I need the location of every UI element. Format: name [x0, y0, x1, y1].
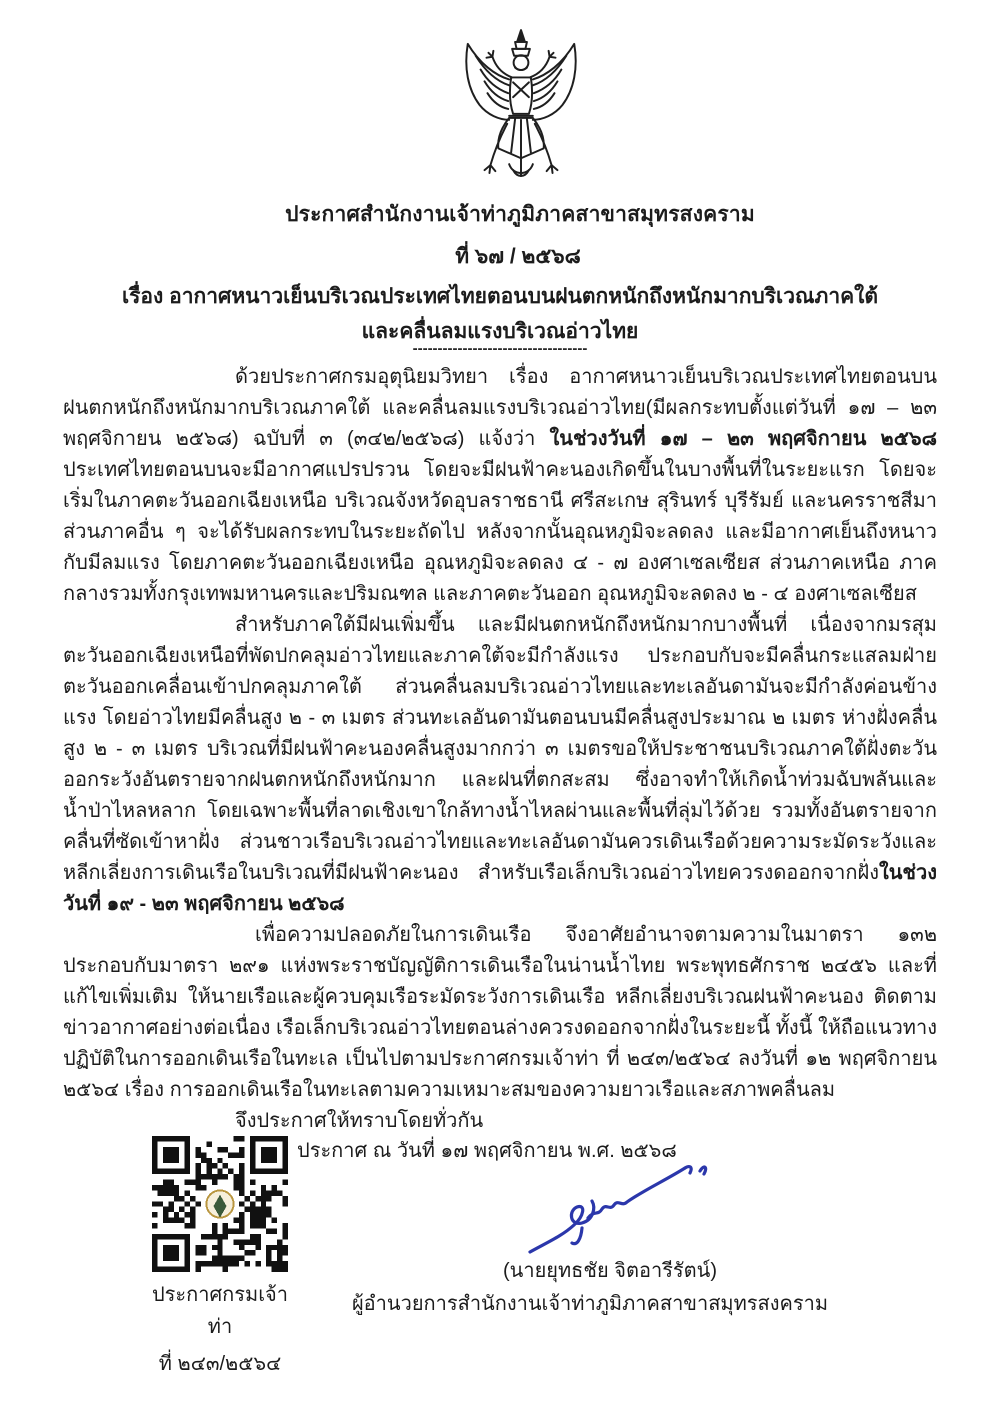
p1-run-1-bold: ในช่วงวันที่ ๑๗ – ๒๓ พฤศจิกายน ๒๕๖๘ — [549, 428, 937, 450]
subject-line-2: และคลื่นลมแรงบริเวณอ่าวไทย — [361, 320, 639, 343]
p1-run-0: ด้วยประกาศกรมอุตุนิยมวิทยา เรื่อง อากาศหนาวเย็นบริเวณประเทศไทยตอนบน ฝนตกหนักถึงหนักมากบริเวณภาคใต้ และคลื่นลมแรงบริเวณอ่าวไทย(มีผลกระทบตั้งแต่วันที่ ๑๗ – ๒๓ พฤศจิกายน ๒๕๖๘) ฉบับที่ ๓ (๓๔๒/๒๕๖๘) แจ้งว่า — [63, 366, 937, 450]
p3-run-0: เพื่อความปลอดภัยในการเดินเรือ จึงอาศัยอำนาจตามความในมาตรา ๑๓๒ ประกอบกับมาตรา ๒๙๑ แห่งพระราชบัญญัติการเดินเรือในน่านน้ำไทย พระพุทธศักราช ๒๔๕๖ และที่แก้ไขเพิ่มเติม ให้นายเรือและผู้ควบคุมเรือระมัดระวังการเดินเรือ หลีกเลี่ยงบริเวณฝนฟ้าคะนอง ติดตามข่าวอากาศอย่างต่อเนื่อง เรือเล็กบริเวณอ่าวไทยตอนล่างควรงดออกจากฝั่งในระยะนี้ ทั้งนี้ ให้ถือแนวทางปฏิบัติในการออกเดินเรือในทะเล เป็นไปตามประกาศกรมเจ้าท่า ที่ ๒๔๓/๒๕๖๔ ลงวันที่ ๑๒ พฤศจิกายน ๒๕๖๔ เรื่อง การออกเดินเรือในทะเลตามความเหมาะสมของความยาวเรือและสภาพคลื่นลม — [63, 924, 937, 1101]
qr-code — [152, 1136, 288, 1272]
paragraph-3 — [63, 920, 937, 1106]
paragraph-2 — [63, 610, 937, 920]
doc-number: ที่ ๖๗ / ๒๕๖๘ — [455, 245, 581, 268]
qr-caption-line2: ที่ ๒๔๓/๒๕๖๔ — [158, 1353, 282, 1375]
closing-line: จึงประกาศให้ทราบโดยทั่วกัน — [235, 1110, 484, 1132]
divider-dashes: ----------------------------------- — [412, 340, 588, 357]
p1-run-2: ประเทศไทยตอนบนจะมีอากาศแปรปรวน โดยจะมีฝนฟ้าคะนองเกิดขึ้นในบางพื้นที่ในระยะแรก โดยจะเริ่มในภาคตะวันออกเฉียงเหนือ บริเวณจังหวัดอุบลราชธานี ศรีสะเกษ สุรินทร์ บุรีรัมย์ และนครราชสีมา ส่วนภาคอื่น ๆ จะได้รับผลกระทบในระยะถัดไป หลังจากนั้นอุณหภูมิจะลดลง และมีอากาศเย็นถึงหนาว กับมีลมแรง โดยภาคตะวันออกเฉียงเหนือ อุณหภูมิจะลดลง ๔ - ๗ องศาเซลเซียส ส่วนภาคเหนือ ภาคกลางรวมทั้งกรุงเทพมหานครและปริมณฑล และภาคตะวันออก อุณหภูมิจะลดลง ๒ - ๔ องศาเซลเซียส — [63, 459, 937, 605]
qr-block — [140, 1136, 300, 1379]
header-org-line: ประกาศสำนักงานเจ้าท่าภูมิภาคสาขาสมุทรสงคราม — [285, 203, 755, 226]
paragraph-1 — [63, 362, 937, 610]
qr-center-logo — [203, 1187, 238, 1222]
qr-caption-line1: ประกาศกรมเจ้าท่า — [151, 1284, 289, 1338]
p2-run-0: สำหรับภาคใต้มีฝนเพิ่มขึ้น และมีฝนตกหนักถึงหนักมากบางพื้นที่ เนื่องจากมรสุมตะวันออกเฉียงเหนือที่พัดปกคลุมอ่าวไทยและภาคใต้จะมีกำลังแรง ประกอบกับจะมีคลื่นกระแสลมฝ่ายตะวันออกเคลื่อนเข้าปกคลุมภาคใต้ ส่วนคลื่นลมบริเวณอ่าวไทยและทะเลอันดามันจะมีกำลังค่อนข้างแรง โดยอ่าวไทยมีคลื่นสูง ๒ - ๓ เมตร ส่วนทะเลอันดามันตอนบนมีคลื่นสูงประมาณ ๒ เมตร ห่างฝั่งคลื่นสูง ๒ - ๓ เมตร บริเวณที่มีฝนฟ้าคะนองคลื่นสูงมากกว่า ๓ เมตรขอให้ประชาชนบริเวณภาคใต้ฝั่งตะวันออกระวังอันตรายจากฝนตกหนักถึงหนักมาก และฝนที่ตกสะสม ซึ่งอาจทำให้เกิดน้ำท่วมฉับพลันและน้ำป่าไหลหลาก โดยเฉพาะพื้นที่ลาดเชิงเขาใกล้ทางน้ำไหลผ่านและพื้นที่ลุ่มไว้ด้วย รวมทั้งอันตรายจากคลื่นที่ซัดเข้าหาฝั่ง ส่วนชาวเรือบริเวณอ่าวไทยและทะเลอันดามันควรเดินเรือด้วยความระมัดระวังและหลีกเลี่ยงการเดินเรือในบริเวณที่มีฝนฟ้าคะนอง สำหรับเรือเล็กบริเวณอ่าวไทยควรงดออกจากฝั่ง — [63, 614, 937, 884]
announce-date-line: ประกาศ ณ วันที่ ๑๗ พฤศจิกายน พ.ศ. ๒๕๖๘ — [297, 1140, 677, 1162]
signer-name: (นายยุทธชัย จิตอารีรัตน์) — [503, 1260, 717, 1282]
garuda-emblem — [452, 28, 590, 186]
body-text — [63, 362, 937, 1137]
signature — [522, 1160, 722, 1262]
signer-title: ผู้อำนวยการสำนักงานเจ้าท่าภูมิภาคสาขาสมุทรสงคราม — [351, 1293, 829, 1315]
p2-run-1-bold: ในช่วงวันที่ ๑๙ - ๒๓ พฤศจิกายน ๒๕๖๘ — [63, 862, 937, 915]
subject-line-1: เรื่อง อากาศหนาวเย็นบริเวณประเทศไทยตอนบนฝนตกหนักถึงหนักมากบริเวณภาคใต้ — [121, 285, 879, 308]
